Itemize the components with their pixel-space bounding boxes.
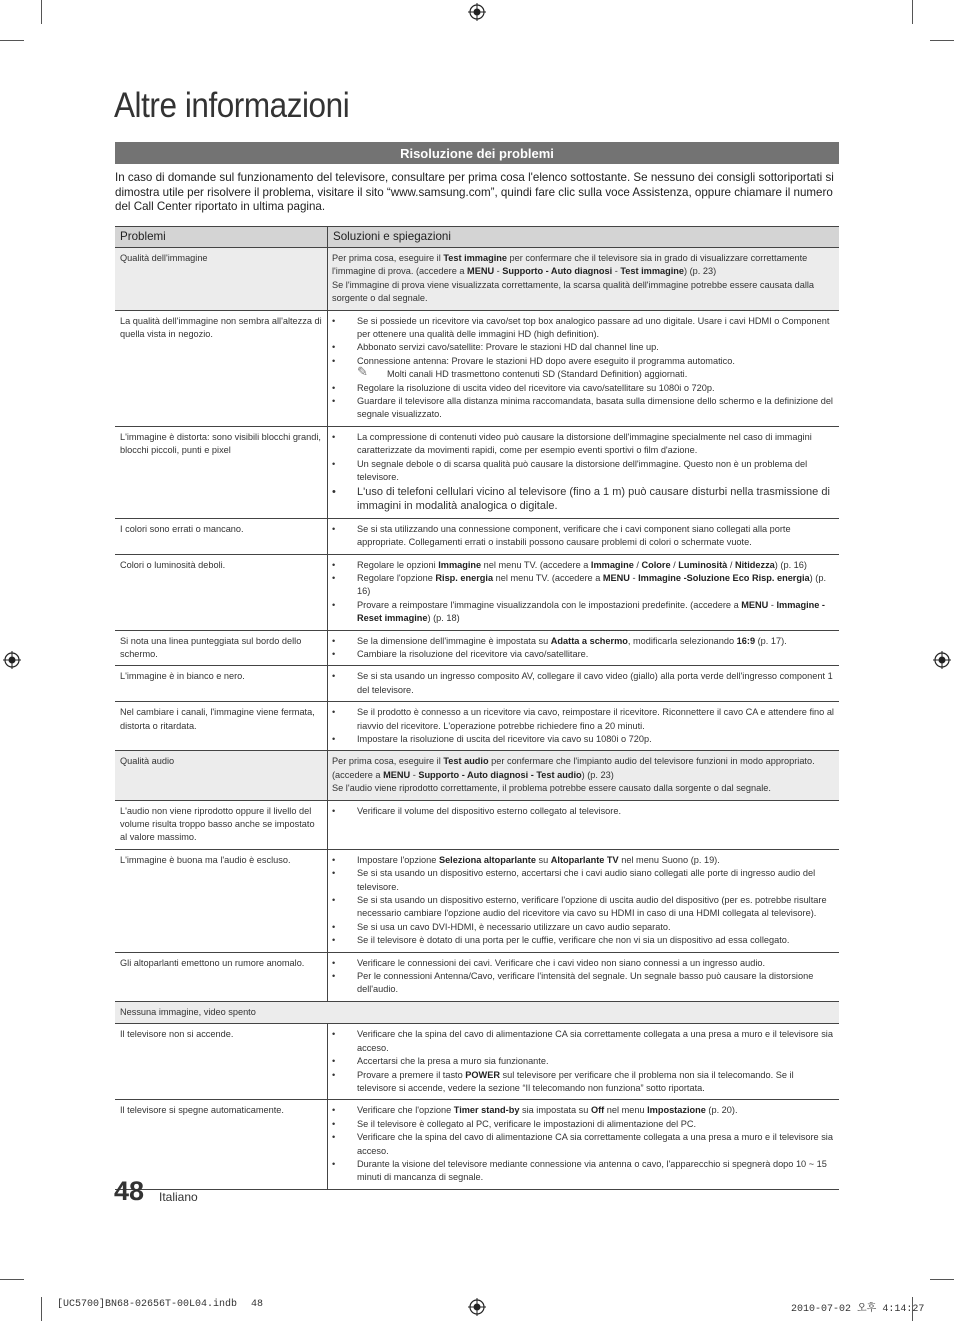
text: / [670, 559, 679, 570]
text: Regolare le opzioni [357, 559, 439, 570]
troubleshooting-table [115, 226, 839, 1190]
table-row [115, 1024, 839, 1100]
text-bold: Immagine -Soluzione Eco Risp. energia [638, 572, 810, 583]
note-pencil-icon: ✎ [357, 364, 368, 380]
list-item [357, 572, 834, 599]
problem-cell: Il televisore si spegne automaticamente. [115, 1100, 328, 1189]
list-item: • Regolare la risoluzione di uscita video del ricevitore via cavo/satellitare su 1080i o 720p. [357, 382, 834, 395]
list-item: • Durante la visione del televisore mediante connessione via antenna o cavo, l'apparecchio si spegnerà dopo 10 ~ 15 minuti di mancanza di segnale. [357, 1158, 834, 1185]
text: Se la dimensione dell'immagine è impostata su [357, 635, 551, 646]
page-title: Altre informazioni [114, 86, 350, 125]
crop-mark [930, 1279, 954, 1280]
text-bold: Immagine - Reset immagine [357, 599, 825, 624]
solution-cell [328, 849, 840, 952]
list-item: • Guardare il televisore alla distanza minima raccomandata, basata sulla dimensione dello schermo e la definizione del segnale visualizzato. [357, 395, 834, 422]
text-bold: POWER [465, 1069, 500, 1080]
text: - [629, 572, 639, 583]
registration-mark-icon [468, 3, 486, 21]
table-row [115, 702, 839, 751]
text-bold: Supporto - Auto diagnosi - Test audio [418, 769, 582, 780]
solution-cell [328, 248, 840, 311]
text: ) (p. 23) [684, 266, 717, 277]
table-row [115, 310, 839, 426]
note-text: Molti canali HD trasmettono contenuti SD (Standard Definition) aggiornati. [387, 369, 688, 380]
table-row [115, 1100, 839, 1189]
solution-cell [328, 666, 840, 702]
registration-mark-icon [468, 1298, 486, 1316]
table-row [115, 849, 839, 952]
text-bold: MENU [602, 572, 630, 583]
text-bold: MENU [741, 599, 769, 610]
text: ) (p. 16) [357, 572, 827, 597]
text: - [410, 769, 419, 780]
text: sul televisore per verificare che il problema non sia il telecomando. Se il televisore si accende, vedere la sezione “Il telecomando non funziona” sotto riportata. [357, 1069, 794, 1093]
column-header-solutions: Soluzioni e spiegazioni [328, 227, 840, 248]
list-item [357, 559, 834, 572]
text-bold: Supporto - Auto diagnosi [502, 266, 613, 277]
text: Verificare che l'opzione [357, 1105, 454, 1116]
crop-mark [0, 40, 24, 41]
text-bold: Altoparlante TV [550, 854, 619, 865]
solution-list [332, 805, 834, 818]
section-header: Risoluzione dei problemi [115, 142, 839, 164]
problem-cell: Colori o luminosità deboli. [115, 554, 328, 630]
text-bold: Immagine [590, 559, 634, 570]
text: Se l'audio viene riprodotto correttamente, il problema potrebbe essere causato dalla sorgente o dal segnale. [332, 783, 771, 794]
text: ) (p. 18) [427, 613, 460, 624]
list-item: • Se si possiede un ricevitore via cavo/set top box analogico passare ad uno digitale. Usare i cavi HDMI o Component per ottenere una qualità delle immagini HD (high definition). [357, 315, 834, 342]
text-bold: Nitidezza [734, 559, 775, 570]
registration-mark-icon [933, 651, 951, 669]
solution-list [332, 431, 834, 514]
solution-cell [328, 1100, 840, 1189]
list-item: • Verificare le connessioni dei cavi. Verificare che i cavi video non siano connessi a un ingresso audio. [357, 957, 834, 970]
table-row [115, 952, 839, 1001]
text: (p. 17). [755, 635, 787, 646]
text: - [494, 266, 503, 277]
list-item: • Verificare il volume del dispositivo esterno collegato al televisore. [357, 805, 834, 818]
page-language: Italiano [159, 1190, 198, 1204]
text: , modificarla selezionando [627, 635, 737, 646]
text: Provare a reimpostare l'immagine visualizzandola con le impostazioni predefinite. (accedere a [357, 599, 742, 610]
text-bold: Test audio [443, 756, 489, 767]
solution-list [332, 382, 834, 422]
list-item: • Se il televisore è collegato al PC, verificare le impostazioni di alimentazione del PC. [357, 1118, 834, 1131]
solution-cell [328, 751, 840, 800]
intro-paragraph: In caso di domande sul funzionamento del televisore, consultare per prima cosa l'elenco sottostante. Se nessuno dei consigli sottoriportati si dimostra utile per risolvere il problema, visitare il sito “www.samsung.com”, quindi fare clic sulla voce Assistenza, oppure chiamare il numero del Call Center riportato in ultima pagina. [115, 171, 834, 214]
problem-cell: Nel cambiare i canali, l'immagine viene fermata, distorta o ritardata. [115, 702, 328, 751]
crop-mark [41, 0, 42, 24]
solution-cell [328, 702, 840, 751]
table-row [115, 800, 839, 849]
solution-cell [328, 426, 840, 518]
text: nel menu TV. (accedere a [493, 572, 603, 583]
text: per confermare che il televisore sia in grado di visualizzare correttamente l'immagine di prova. (accedere a [332, 253, 808, 277]
page-number: 48 [114, 1176, 145, 1206]
list-item [357, 1069, 834, 1096]
crop-mark [912, 0, 913, 24]
footer-file-name: [UC5700]BN68-02656T-00L04.indb [57, 1299, 238, 1310]
list-item: • Se il prodotto è connesso a un ricevitore via cavo, reimpostare il ricevitore. Riconnettere il cavo CA e attendere fino al riavvio del ricevitore. L'operazione potrebbe richiedere fino a 20 minuti. [357, 706, 834, 733]
list-item: • Cambiare la risoluzione del ricevitore via cavo/satellitare. [357, 648, 834, 661]
note [357, 364, 834, 381]
solution-cell [328, 518, 840, 554]
text: su [535, 854, 551, 865]
solution-list [332, 635, 834, 662]
problem-cell: Si nota una linea punteggiata sul bordo dello schermo. [115, 630, 328, 666]
solution-cell [328, 952, 840, 1001]
text: per confermare che l'impianto audio del televisore funzioni in modo appropriato. (accedere a [332, 756, 815, 780]
list-item: • Accertarsi che la presa a muro sia funzionante. [357, 1055, 834, 1068]
list-item: • L'uso di telefoni cellulari vicino al televisore (fino a 1 m) può causare disturbi nella trasmissione di immagini in modalità analogica o digitale. [357, 485, 834, 514]
list-item: • Se il televisore è dotato di una porta per le cuffie, verificare che non vi sia un dispositivo ad essa collegato. [357, 934, 834, 947]
table-row [115, 630, 839, 666]
table-row [115, 554, 839, 630]
solution-list [332, 1028, 834, 1095]
list-item: • Se si sta usando un ingresso composito AV, collegare il cavo video (giallo) alla porta verde dell'ingresso component 1 del televisore. [357, 670, 834, 697]
list-item: • Un segnale debole o di scarsa qualità può causare la distorsione dell'immagine. Questo non è un problema del televisore. [357, 458, 834, 485]
footer-sheet-number: 48 [251, 1299, 264, 1310]
text-bold: Seleziona altoparlante [438, 854, 536, 865]
problem-cell: L'audio non viene riprodotto oppure il livello del volume risulta troppo basso anche se impostato al valore massimo. [115, 800, 328, 849]
table-row [115, 426, 839, 518]
text: Impostare l'opzione [357, 854, 439, 865]
text: Per prima cosa, eseguire il [332, 756, 444, 767]
text-bold: Test immagine [443, 253, 507, 263]
text: ) (p. 16) [774, 559, 807, 570]
list-item: • Se si sta utilizzando una connessione component, verificare che i cavi component siano collegati alla porte appropriate. Collegamenti errati o instabili possono causare problemi di colori o schermate vuote. [357, 523, 834, 550]
solution-list [332, 670, 834, 697]
text: nel menu Suono (p. 19). [618, 854, 720, 865]
solution-list [332, 706, 834, 746]
crop-mark [0, 1279, 24, 1280]
list-item: • Se si sta usando un dispositivo esterno, accertarsi che i cavi audio siano collegati alle porte di ingresso audio del televisore. [357, 867, 834, 894]
solution-list [332, 559, 834, 626]
list-item [357, 854, 834, 867]
text: / [633, 559, 642, 570]
list-item: • La compressione di contenuti video può causare la distorsione dell'immagine specialmente nel caso di immagini caratterizzate da movimenti rapidi, come per esempio eventi sportivi o film d'azione. [357, 431, 834, 458]
solution-list [332, 523, 834, 550]
list-item: • Se si sta usando un dispositivo esterno, verificare l'opzione di uscita audio del dispositivo (per es. potrebbe risultare necessario cambiare l'opzione audio del ricevitore via cavo su HDMI in caso di una HDMI collegata al televisore). [357, 894, 834, 921]
problem-cell: L'immagine è buona ma l'audio è escluso. [115, 849, 328, 952]
text-bold: Immagine [438, 559, 482, 570]
list-item: • Verificare che la spina del cavo di alimentazione CA sia correttamente collegata a una presa a muro e il televisore sia acceso. [357, 1028, 834, 1055]
solution-cell [328, 630, 840, 666]
text: sia impostata su [519, 1105, 591, 1116]
list-item: • Impostare la risoluzione di uscita del ricevitore via cavo su 1080i o 720p. [357, 733, 834, 746]
list-item [357, 1104, 834, 1117]
text: - [612, 266, 621, 277]
table-row [115, 518, 839, 554]
list-item: • Per le connessioni Antenna/Cavo, verificare l'intensità del segnale. Un segnale basso può causare la distorsione dell'audio. [357, 970, 834, 997]
problem-cell: Qualità audio [115, 751, 328, 800]
text: Regolare l'opzione [357, 572, 436, 583]
solution-list [332, 315, 834, 369]
problem-cell: Gli altoparlanti emettono un rumore anomalo. [115, 952, 328, 1001]
crop-mark [41, 1297, 42, 1321]
problem-cell: Il televisore non si accende. [115, 1024, 328, 1100]
table-row [115, 248, 839, 311]
solution-cell [328, 800, 840, 849]
solution-cell [328, 1024, 840, 1100]
text-bold: MENU [467, 266, 495, 277]
category-cell: Nessuna immagine, video spento [115, 1001, 839, 1023]
text-bold: Colore [641, 559, 671, 570]
solution-list [332, 957, 834, 997]
table-row [115, 1001, 839, 1023]
problem-cell: L'immagine è in bianco e nero. [115, 666, 328, 702]
column-header-problems: Problemi [115, 227, 328, 248]
list-item: • Connessione antenna: Provare le stazioni HD dopo avere eseguito il programma automatico. [357, 355, 834, 368]
solution-list [332, 854, 834, 948]
list-item: • Verificare che la spina del cavo di alimentazione CA sia correttamente collegata a una presa a muro e il televisore sia acceso. [357, 1131, 834, 1158]
table-row [115, 751, 839, 800]
text-bold: 16:9 [736, 635, 756, 646]
text: / [727, 559, 735, 570]
crop-mark [930, 40, 954, 41]
text: nel menu TV. (accedere a [481, 559, 591, 570]
text: (p. 20). [705, 1105, 738, 1116]
registration-mark-icon [3, 651, 21, 669]
table-row [115, 666, 839, 702]
problem-cell: La qualità dell'immagine non sembra all'altezza di quella vista in negozio. [115, 310, 328, 426]
footer-datetime: 2010-07-02 오후 4:14:27 [791, 1304, 925, 1315]
problem-cell: I colori sono errati o mancano. [115, 518, 328, 554]
text-bold: Timer stand-by [453, 1105, 520, 1116]
list-item: • Se si usa un cavo DVI-HDMI, è necessario utilizzare un cavo audio separato. [357, 921, 834, 934]
text: - [768, 599, 777, 610]
problem-cell: L'immagine è distorta: sono visibili blocchi grandi, blocchi piccoli, punti e pixel [115, 426, 328, 518]
table-header-row [115, 227, 839, 248]
list-item: • Abbonato servizi cavo/satellite: Provare le stazioni HD dal channel line up. [357, 341, 834, 354]
text: Provare a premere il tasto [357, 1069, 466, 1080]
list-item [357, 599, 834, 626]
text-bold: Off [590, 1105, 605, 1116]
text-bold: Risp. energia [435, 572, 494, 583]
text: ) (p. 23) [581, 769, 614, 780]
solution-cell [328, 310, 840, 426]
solution-list [332, 1104, 834, 1184]
list-item [357, 635, 834, 648]
problem-cell: Qualità dell'immagine [115, 248, 328, 311]
text-bold: Impostazione [647, 1105, 706, 1116]
text: Per prima cosa, eseguire il [332, 253, 444, 263]
text-bold: Luminosità [678, 559, 728, 570]
text-bold: MENU [383, 769, 411, 780]
text: Se l'immagine di prova viene visualizzata correttamente, la scarsa qualità dell'immagine potrebbe essere causata dalla sorgente o dal segnale. [332, 279, 815, 304]
text: nel menu [604, 1105, 648, 1116]
solution-cell [328, 554, 840, 630]
text-bold: Adatta a schermo [550, 635, 628, 646]
text-bold: Test immagine [620, 266, 685, 277]
